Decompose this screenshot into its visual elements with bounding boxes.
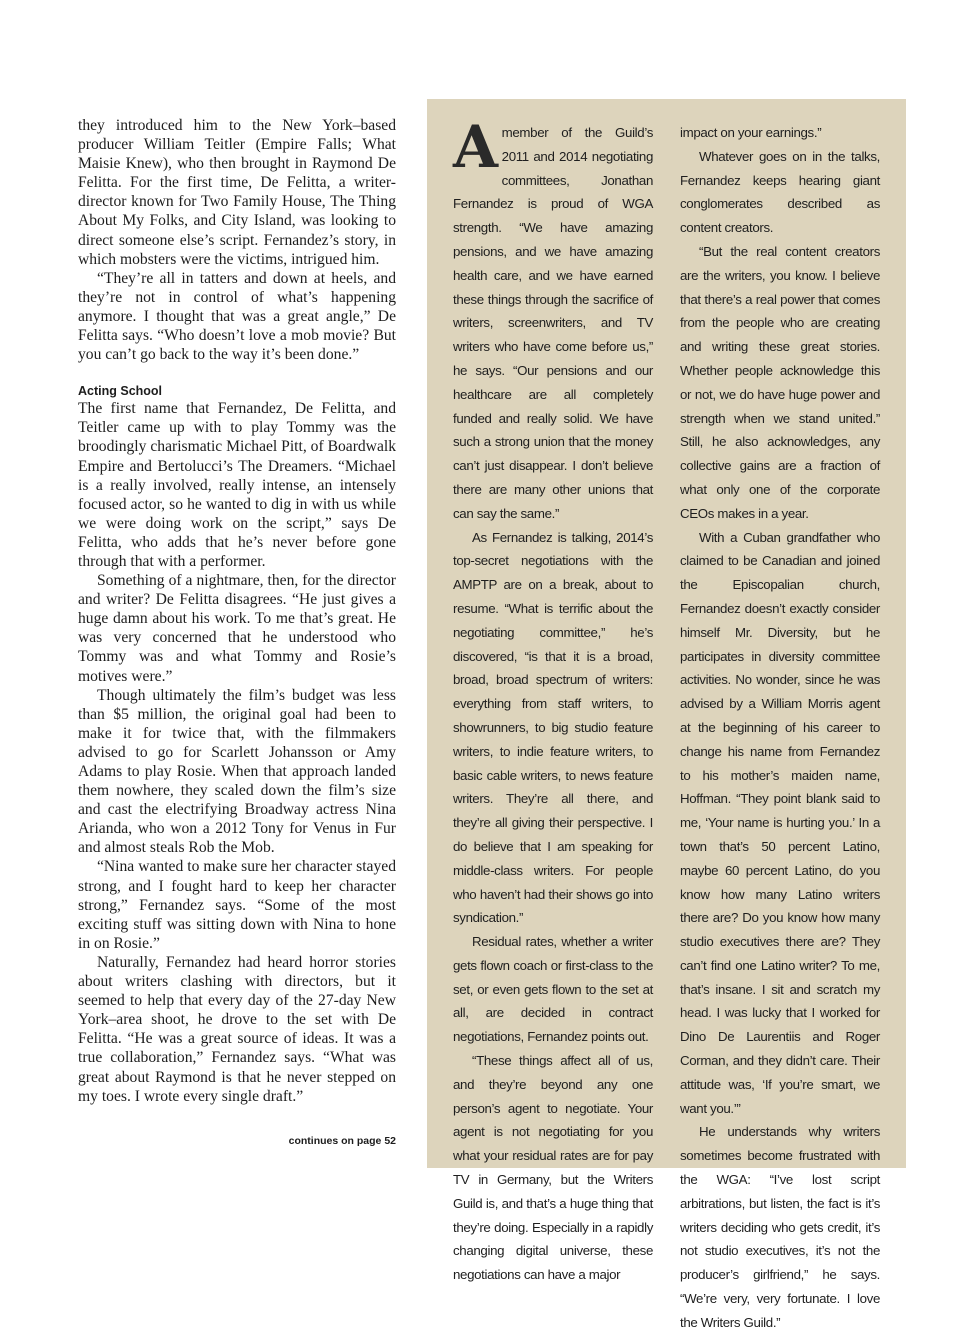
drop-cap: A [453, 113, 498, 181]
sidebar-column-1 [453, 113, 653, 1287]
sidebar-paragraph: Whatever goes on in the talks, Fernandez keeps hearing giant conglomerates described as content creators. [680, 148, 880, 236]
sidebar-paragraph: “But the real content creators are the writers, you know. I believe that there’s a real power that comes from the people who are creating and writing these great stories. Whether people acknowledge this or not, we do have huge power and strength when we stand united.” Still, he also acknowledges, any collective gains are a fraction of what only one of the corporate CEOs makes in a year. [680, 243, 880, 521]
section-heading: Acting School [78, 384, 163, 399]
article-paragraph: The first name that Fernandez, De Felitta, and Teitler came up with to play Tommy was the broodingly charismatic Michael Pitt, of Boardwalk Empire and Bertolucci’s The Dreamers. “Michael is a really involved, really intense, an intensely focused actor, so he wanted to dig in with us while we were doing work on the script,” says De Felitta, who adds that he’s never before gone through that with a performer. [78, 400, 396, 570]
sidebar-paragraph: “These things affect all of us, and they’re beyond any one person’s agent to negotiate. Your agent is not negotiating for you what your residual rates are for pay TV in Germany, but the Writers Guild is, and that’s a huge thing that they’re doing. Especially in a rapidly changing digital universe, these negotiations can have a major [453, 1053, 653, 1283]
sidebar-paragraph: Amember of the Guild’s 2011 and 2014 negotiating committees, Jonathan Fernandez is proud of WGA strength. “We have amazing pensions, and we have amazing health care, and we have earned these things through the sacrifice of writers, screenwriters, and TV writers who have come before us,” he says. “Our pensions and our healthcare are all completely funded and really solid. We have such a strong union that the money can’t just disappear. I don’t believe there are many other unions that can say the same.” [453, 113, 653, 521]
sidebar-paragraph: He understands why writers sometimes become frustrated with the WGA: “I’ve lost script arbitrations, but listen, the fact is it’s writers deciding who gets credit, it’s not studio executives, it’s not the producer’s girlfriend,” he says. “We’re very, very fortunate. I love the Writers Guild.” [680, 1124, 880, 1330]
article-paragraph: “Nina wanted to make sure her character stayed strong, and I fought hard to keep her character strong,” Fernandez says. “Some of the most exciting stuff was sitting down with Nina to hone in on Rosie.” [78, 858, 396, 952]
article-paragraph: Naturally, Fernandez had heard horror stories about writers clashing with directors, but it seemed to help that every day of the 27-day New York–area shoot, he drove to the set with De Felitta. “He was a great source of ideas. It was a true collaboration,” Fernandez says. “What was great about Raymond is that he never stepped on my toes. I wrote every single draft.” [78, 953, 396, 1105]
article-paragraph: Something of a nightmare, then, for the director and writer? De Felitta disagrees. “He just gives a huge damn about his work. To me that’s great. He was very concerned that he understood who Tommy was and what Tommy and Rosie’s motives were.” [78, 572, 396, 685]
article-paragraph: “They’re all in tatters and down at heels, and they’re not in control of what’s happening anymore. I thought that was a great angle,” De Felitta says. “Who doesn’t love a mob movie? But you can’t go back to the way it’s been done.” [78, 269, 396, 364]
continues-on-page-note: continues on page 52 [288, 1135, 396, 1147]
sidebar-paragraph: As Fernandez is talking, 2014’s top-secret negotiations with the AMPTP are on a break, about to resume. “What is terrific about the negotiating committee,” he’s discovered, “is that it is a broad, broad, broad spectrum of writers: everything from staff writers, to showrunners, to big studio feature writers, to indie feature writers, to basic cable writers, to news feature writers. They’re all there, and they’re all giving their perspective. I do believe that I am speaking for middle-class writers. For people who haven’t had their shows go into syndication.” [453, 529, 653, 926]
article-paragraph: they introduced him to the New York–based producer William Teitler (Empire Falls; What Maisie Knew), who then brought in Raymond De Felitta. For the first time, De Felitta, a writer-director known for Two Family House, The Thing About My Folks, and City Island, was looking to direct someone else’s script. Fernandez’s story, in which mobsters were the victims, intrigued him. [78, 117, 396, 268]
sidebar-paragraph: Residual rates, whether a writer gets flown coach or first-class to the set, or even gets flown to the set at all, are decided in contract negotiations, Fernandez points out. [453, 934, 653, 1045]
sidebar-paragraph: impact on your earnings.” [680, 125, 822, 140]
sidebar-paragraph: With a Cuban grandfather who claimed to be Canadian and joined the Episcopalian church, Fernandez doesn’t exactly consider himself Mr. Diversity, but he participates in diversity committee activities. No wonder, since he was advised by a William Morris agent at the beginning of his career to change his name from Fernandez to his mother’s maiden name, Hoffman. “They point blank said to me, ‘Your name is hurting you.’ In a town that’s 50 percent Latino, maybe 60 percent Latino, do you know how many Latino writers there are? Do you know how many studio executives there are? They can’t find one Latino writer? To me, that’s insane. I sit and scratch my head. I was lucky that I worked for Dino De Laurentiis and Roger Corman, and they didn’t care. Their attitude was, ‘If you’re smart, we want you.’” [680, 529, 880, 1116]
article-paragraph: Though ultimately the film’s budget was less than $5 million, the original goal had been to make it for twice that, with the filmmakers advised to go for Scarlett Johansson or Amy Adams to play Rosie. When that approach landed them nowhere, they scaled down the film’s size and cast the electrifying Broadway actress Nina Arianda, who won a 2012 Tony for Venus in Fur and almost steals Rob the Mob. [78, 686, 396, 857]
sidebar-column-2 [680, 121, 880, 1335]
main-article-column [78, 116, 396, 1106]
